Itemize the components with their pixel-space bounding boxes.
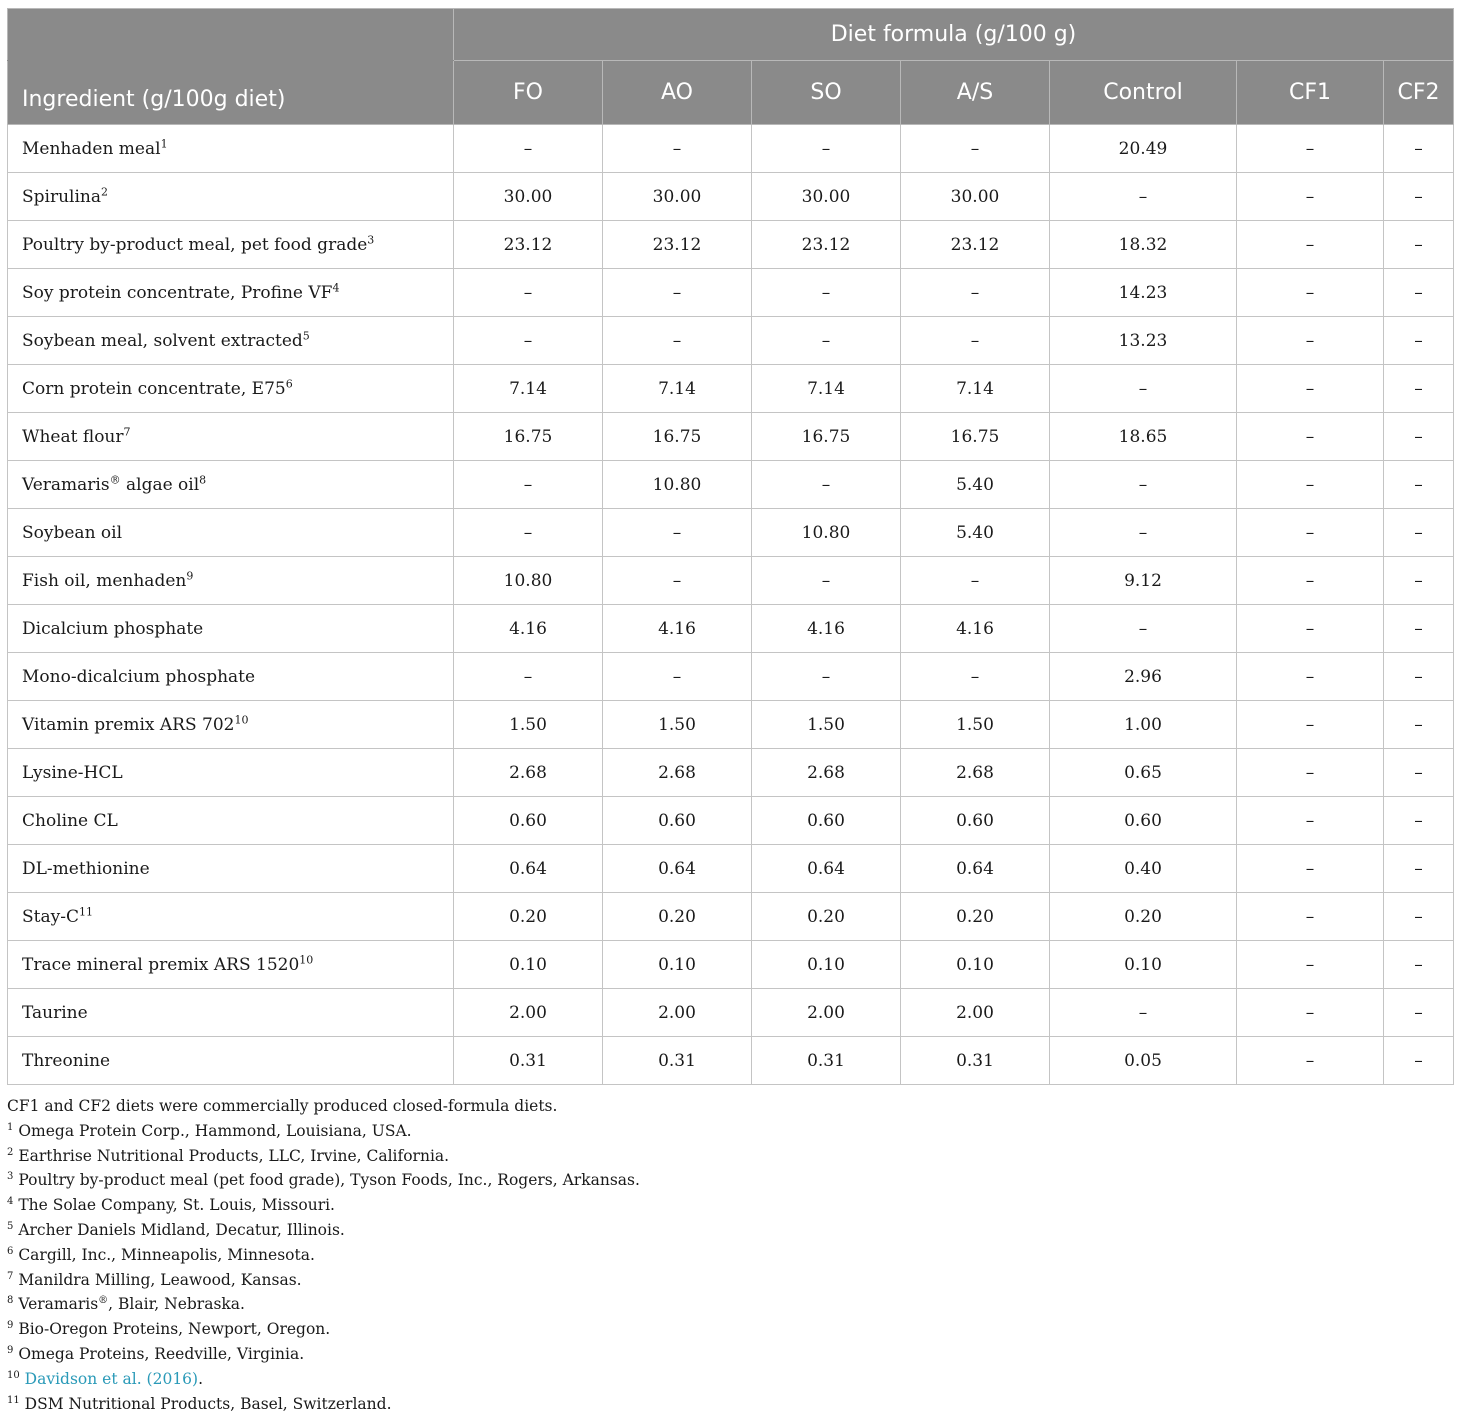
value-cell-so: –: [752, 125, 901, 173]
value-cell-so: –: [752, 269, 901, 317]
diet-formula-table: [7, 8, 1454, 1085]
value-cell-so: 0.10: [752, 941, 901, 989]
value-cell-so: 0.31: [752, 1037, 901, 1085]
ingredient-name: Taurine: [22, 1002, 88, 1023]
footnote-text: Veramaris: [18, 1295, 99, 1314]
value-cell-so: 16.75: [752, 413, 901, 461]
footnote-number: 8: [7, 1295, 14, 1307]
table-row: [8, 989, 1454, 1037]
value-cell-cf2: –: [1384, 221, 1454, 269]
table-row: [8, 125, 1454, 173]
value-cell-so: 1.50: [752, 701, 901, 749]
table-row: [8, 413, 1454, 461]
ingredient-name: Choline CL: [22, 810, 118, 831]
value-cell-control: –: [1050, 605, 1237, 653]
table-row: [8, 461, 1454, 509]
value-cell-control: 9.12: [1050, 557, 1237, 605]
footnote-number: 7: [7, 1270, 14, 1282]
value-cell-a-s: 2.68: [901, 749, 1050, 797]
footnote-number: 4: [7, 1196, 14, 1208]
value-cell-ao: 0.10: [603, 941, 752, 989]
value-cell-cf2: –: [1384, 173, 1454, 221]
value-cell-cf1: –: [1237, 797, 1384, 845]
value-cell-a-s: 16.75: [901, 413, 1050, 461]
value-cell-a-s: –: [901, 317, 1050, 365]
ingredient-cell: [8, 1037, 454, 1085]
value-cell-fo: 0.20: [454, 893, 603, 941]
ingredient-cell: [8, 125, 454, 173]
value-cell-ao: –: [603, 509, 752, 557]
footnote-marker: 8: [199, 472, 207, 486]
value-cell-cf1: –: [1237, 509, 1384, 557]
value-cell-ao: –: [603, 653, 752, 701]
header-col-ao: AO: [603, 61, 752, 125]
ingredient-name: Corn protein concentrate, E75: [22, 378, 286, 399]
footnote-marker: 10: [234, 712, 249, 726]
value-cell-so: 0.20: [752, 893, 901, 941]
value-cell-ao: 0.20: [603, 893, 752, 941]
footnote-number: 2: [7, 1146, 14, 1158]
value-cell-a-s: 0.60: [901, 797, 1050, 845]
value-cell-cf1: –: [1237, 653, 1384, 701]
value-cell-cf1: –: [1237, 989, 1384, 1037]
value-cell-fo: 16.75: [454, 413, 603, 461]
value-cell-cf1: –: [1237, 557, 1384, 605]
value-cell-control: –: [1050, 989, 1237, 1037]
value-cell-fo: –: [454, 269, 603, 317]
value-cell-fo: 10.80: [454, 557, 603, 605]
value-cell-cf1: –: [1237, 365, 1384, 413]
ingredient-cell: [8, 557, 454, 605]
footnote-marker: 6: [285, 376, 293, 390]
ingredient-cell: [8, 461, 454, 509]
footnote-marker: 10: [299, 952, 314, 966]
value-cell-cf1: –: [1237, 317, 1384, 365]
table-row: [8, 365, 1454, 413]
value-cell-control: 1.00: [1050, 701, 1237, 749]
value-cell-fo: –: [454, 461, 603, 509]
value-cell-so: –: [752, 461, 901, 509]
value-cell-a-s: 0.20: [901, 893, 1050, 941]
footnote-number: 11: [7, 1394, 20, 1406]
value-cell-cf2: –: [1384, 797, 1454, 845]
value-cell-control: 14.23: [1050, 269, 1237, 317]
footnote-list: [7, 1119, 1453, 1416]
header-col-fo: FO: [454, 61, 603, 125]
footnote: [7, 1317, 1453, 1342]
value-cell-so: –: [752, 653, 901, 701]
value-cell-fo: 7.14: [454, 365, 603, 413]
ingredient-name: Poultry by-product meal, pet food grade: [22, 234, 368, 255]
footnote-number: 9: [7, 1344, 14, 1356]
footnote-number: 5: [7, 1220, 14, 1232]
footnote-marker: 4: [332, 280, 340, 294]
value-cell-cf1: –: [1237, 893, 1384, 941]
header-ingredient: Ingredient (g/100g diet): [8, 61, 454, 125]
value-cell-a-s: 0.31: [901, 1037, 1050, 1085]
footnote: [7, 1193, 1453, 1218]
value-cell-cf2: –: [1384, 701, 1454, 749]
table-row: [8, 749, 1454, 797]
value-cell-ao: 0.60: [603, 797, 752, 845]
footnote: [7, 1367, 1453, 1392]
ingredient-cell: [8, 941, 454, 989]
value-cell-fo: 0.60: [454, 797, 603, 845]
value-cell-cf2: –: [1384, 653, 1454, 701]
footnote-text: Omega Proteins, Reedville, Virginia.: [18, 1344, 305, 1363]
footnote-marker: 7: [123, 424, 131, 438]
value-cell-cf1: –: [1237, 701, 1384, 749]
ingredient-name: Vitamin premix ARS 702: [22, 714, 235, 735]
ingredient-name-suffix: algae oil: [120, 474, 200, 495]
value-cell-control: 20.49: [1050, 125, 1237, 173]
value-cell-cf2: –: [1384, 557, 1454, 605]
ingredient-cell: [8, 701, 454, 749]
value-cell-ao: 2.68: [603, 749, 752, 797]
value-cell-ao: –: [603, 557, 752, 605]
value-cell-cf1: –: [1237, 269, 1384, 317]
value-cell-cf2: –: [1384, 941, 1454, 989]
header-corner: [8, 9, 454, 61]
footnote-number: 1: [7, 1121, 14, 1133]
value-cell-a-s: 7.14: [901, 365, 1050, 413]
footnote: [7, 1168, 1453, 1193]
value-cell-cf2: –: [1384, 125, 1454, 173]
value-cell-cf2: –: [1384, 269, 1454, 317]
value-cell-fo: 1.50: [454, 701, 603, 749]
table-body: [8, 125, 1454, 1085]
footnote-number: 6: [7, 1245, 14, 1257]
ingredient-cell: [8, 317, 454, 365]
ingredient-cell: [8, 269, 454, 317]
ingredient-cell: [8, 173, 454, 221]
ingredient-cell: [8, 221, 454, 269]
footnote: [7, 1243, 1453, 1268]
ingredient-name: Soy protein concentrate, Profine VF: [22, 282, 333, 303]
value-cell-so: 0.60: [752, 797, 901, 845]
ingredient-name: Trace mineral premix ARS 1520: [22, 954, 300, 975]
value-cell-ao: 0.31: [603, 1037, 752, 1085]
table-row: [8, 317, 1454, 365]
header-col-cf1: CF1: [1237, 61, 1384, 125]
value-cell-cf1: –: [1237, 461, 1384, 509]
footnote: [7, 1342, 1453, 1367]
footnote-text: Poultry by-product meal (pet food grade), Tyson Foods, Inc., Rogers, Arkansas.: [18, 1171, 640, 1190]
value-cell-control: –: [1050, 509, 1237, 557]
value-cell-cf1: –: [1237, 749, 1384, 797]
value-cell-control: 2.96: [1050, 653, 1237, 701]
ingredient-name: Dicalcium phosphate: [22, 618, 204, 639]
footnote-text: Earthrise Nutritional Products, LLC, Irvine, California.: [18, 1146, 450, 1165]
header-col-a-s: A/S: [901, 61, 1050, 125]
table-row: [8, 269, 1454, 317]
table-row: [8, 557, 1454, 605]
ingredient-name: DL-methionine: [22, 858, 150, 879]
value-cell-fo: 0.31: [454, 1037, 603, 1085]
value-cell-so: –: [752, 557, 901, 605]
ingredient-name: Threonine: [22, 1050, 111, 1071]
value-cell-cf2: –: [1384, 605, 1454, 653]
table-row: [8, 893, 1454, 941]
value-cell-control: 0.40: [1050, 845, 1237, 893]
ingredient-name: Wheat flour: [22, 426, 124, 447]
value-cell-cf2: –: [1384, 365, 1454, 413]
value-cell-ao: 1.50: [603, 701, 752, 749]
ingredient-cell: [8, 413, 454, 461]
value-cell-cf2: –: [1384, 989, 1454, 1037]
ingredient-cell: [8, 797, 454, 845]
value-cell-a-s: –: [901, 125, 1050, 173]
footnote-number: 9: [7, 1320, 14, 1332]
value-cell-a-s: 2.00: [901, 989, 1050, 1037]
value-cell-fo: 2.68: [454, 749, 603, 797]
table-row: [8, 941, 1454, 989]
table-container: [7, 8, 1453, 1416]
value-cell-cf1: –: [1237, 125, 1384, 173]
ingredient-name: Spirulina: [22, 186, 101, 207]
footnote-text: Bio-Oregon Proteins, Newport, Oregon.: [18, 1320, 331, 1339]
ingredient-name: Mono-dicalcium phosphate: [22, 666, 256, 687]
table-row: [8, 653, 1454, 701]
value-cell-fo: 4.16: [454, 605, 603, 653]
value-cell-a-s: –: [901, 557, 1050, 605]
value-cell-control: –: [1050, 173, 1237, 221]
footnote-text: Cargill, Inc., Minneapolis, Minnesota.: [18, 1245, 315, 1264]
ingredient-cell: [8, 989, 454, 1037]
value-cell-control: 18.65: [1050, 413, 1237, 461]
value-cell-a-s: 0.64: [901, 845, 1050, 893]
ingredient-name: Soybean oil: [22, 522, 123, 543]
value-cell-control: 0.05: [1050, 1037, 1237, 1085]
value-cell-control: 18.32: [1050, 221, 1237, 269]
table-row: [8, 845, 1454, 893]
header-col-control: Control: [1050, 61, 1237, 125]
value-cell-cf2: –: [1384, 749, 1454, 797]
citation-link[interactable]: Davidson et al. (2016): [24, 1369, 199, 1388]
value-cell-cf2: –: [1384, 317, 1454, 365]
value-cell-a-s: 30.00: [901, 173, 1050, 221]
value-cell-a-s: 1.50: [901, 701, 1050, 749]
header-group-diet-formula: Diet formula (g/100 g): [454, 9, 1454, 61]
ingredient-name: Soybean meal, solvent extracted: [22, 330, 303, 351]
value-cell-control: –: [1050, 461, 1237, 509]
ingredient-name: Fish oil, menhaden: [22, 570, 187, 591]
value-cell-so: 4.16: [752, 605, 901, 653]
value-cell-so: 0.64: [752, 845, 901, 893]
value-cell-a-s: 0.10: [901, 941, 1050, 989]
value-cell-cf2: –: [1384, 509, 1454, 557]
value-cell-fo: 2.00: [454, 989, 603, 1037]
value-cell-cf1: –: [1237, 221, 1384, 269]
footnote-marker: 9: [186, 568, 194, 582]
ingredient-name: Lysine-HCL: [22, 762, 123, 783]
header-col-so: SO: [752, 61, 901, 125]
value-cell-ao: 0.64: [603, 845, 752, 893]
footnote: [7, 1392, 1453, 1416]
value-cell-ao: 2.00: [603, 989, 752, 1037]
ingredient-cell: [8, 365, 454, 413]
footnote-tail: .: [198, 1369, 204, 1388]
footnote-marker: 5: [302, 328, 310, 342]
ingredient-name: Stay-C: [22, 906, 79, 927]
footnote-text: Archer Daniels Midland, Decatur, Illinois.: [18, 1220, 345, 1239]
value-cell-cf1: –: [1237, 173, 1384, 221]
ingredient-cell: [8, 605, 454, 653]
value-cell-so: 30.00: [752, 173, 901, 221]
value-cell-so: 2.00: [752, 989, 901, 1037]
value-cell-cf2: –: [1384, 1037, 1454, 1085]
value-cell-so: 2.68: [752, 749, 901, 797]
value-cell-cf2: –: [1384, 845, 1454, 893]
footnote-marker: ®: [109, 472, 121, 486]
value-cell-a-s: 5.40: [901, 509, 1050, 557]
value-cell-a-s: 23.12: [901, 221, 1050, 269]
value-cell-a-s: –: [901, 269, 1050, 317]
value-cell-fo: –: [454, 509, 603, 557]
value-cell-so: 23.12: [752, 221, 901, 269]
value-cell-cf1: –: [1237, 413, 1384, 461]
ingredient-cell: [8, 749, 454, 797]
value-cell-fo: –: [454, 317, 603, 365]
value-cell-fo: –: [454, 653, 603, 701]
value-cell-cf1: –: [1237, 605, 1384, 653]
footnote-text: The Solae Company, St. Louis, Missouri.: [18, 1196, 335, 1215]
footnote: [7, 1218, 1453, 1243]
footnote-intro: CF1 and CF2 diets were commercially produced closed-formula diets.: [7, 1097, 558, 1115]
value-cell-fo: 0.64: [454, 845, 603, 893]
value-cell-fo: 0.10: [454, 941, 603, 989]
ingredient-cell: [8, 653, 454, 701]
value-cell-a-s: 5.40: [901, 461, 1050, 509]
value-cell-fo: 30.00: [454, 173, 603, 221]
value-cell-control: 0.65: [1050, 749, 1237, 797]
footnote: [7, 1268, 1453, 1293]
header-col-cf2: CF2: [1384, 61, 1454, 125]
value-cell-a-s: 4.16: [901, 605, 1050, 653]
value-cell-cf2: –: [1384, 893, 1454, 941]
ingredient-cell: [8, 509, 454, 557]
ingredient-cell: [8, 893, 454, 941]
footnote-marker: 1: [160, 136, 168, 150]
table-row: [8, 221, 1454, 269]
value-cell-a-s: –: [901, 653, 1050, 701]
value-cell-so: 10.80: [752, 509, 901, 557]
value-cell-cf1: –: [1237, 845, 1384, 893]
value-cell-cf1: –: [1237, 1037, 1384, 1085]
value-cell-control: 0.60: [1050, 797, 1237, 845]
table-row: [8, 605, 1454, 653]
footnote: [7, 1119, 1453, 1144]
value-cell-control: 0.20: [1050, 893, 1237, 941]
value-cell-so: –: [752, 317, 901, 365]
footnote-text: DSM Nutritional Products, Basel, Switzerland.: [24, 1394, 392, 1413]
table-row: [8, 701, 1454, 749]
value-cell-cf2: –: [1384, 413, 1454, 461]
value-cell-ao: –: [603, 269, 752, 317]
value-cell-fo: –: [454, 125, 603, 173]
ingredient-cell: [8, 845, 454, 893]
footnote-marker: 2: [101, 184, 108, 198]
footnote-number: 10: [7, 1369, 20, 1381]
value-cell-cf2: –: [1384, 461, 1454, 509]
table-row: [8, 509, 1454, 557]
footnote-text: Omega Protein Corp., Hammond, Louisiana, USA.: [18, 1121, 412, 1140]
ingredient-name: Menhaden meal: [22, 138, 161, 159]
value-cell-ao: 10.80: [603, 461, 752, 509]
value-cell-ao: 4.16: [603, 605, 752, 653]
table-row: [8, 797, 1454, 845]
footnote-number: 3: [7, 1171, 14, 1183]
footnote-marker: 11: [78, 904, 93, 918]
value-cell-ao: –: [603, 125, 752, 173]
value-cell-fo: 23.12: [454, 221, 603, 269]
value-cell-ao: 23.12: [603, 221, 752, 269]
footnote-marker: 3: [367, 232, 375, 246]
footnote-text: Manildra Milling, Leawood, Kansas.: [18, 1270, 302, 1289]
table-row: [8, 1037, 1454, 1085]
table-row: [8, 173, 1454, 221]
footnote: [7, 1144, 1453, 1169]
value-cell-control: –: [1050, 365, 1237, 413]
value-cell-so: 7.14: [752, 365, 901, 413]
registered-mark: ®: [98, 1295, 109, 1307]
value-cell-cf1: –: [1237, 941, 1384, 989]
value-cell-ao: –: [603, 317, 752, 365]
value-cell-ao: 30.00: [603, 173, 752, 221]
value-cell-ao: 7.14: [603, 365, 752, 413]
value-cell-control: 13.23: [1050, 317, 1237, 365]
footnote: [7, 1292, 1453, 1317]
footnote-tail: , Blair, Nebraska.: [108, 1295, 245, 1314]
ingredient-name: Veramaris: [22, 474, 110, 495]
value-cell-control: 0.10: [1050, 941, 1237, 989]
value-cell-ao: 16.75: [603, 413, 752, 461]
table-footnotes: [7, 1094, 1453, 1416]
